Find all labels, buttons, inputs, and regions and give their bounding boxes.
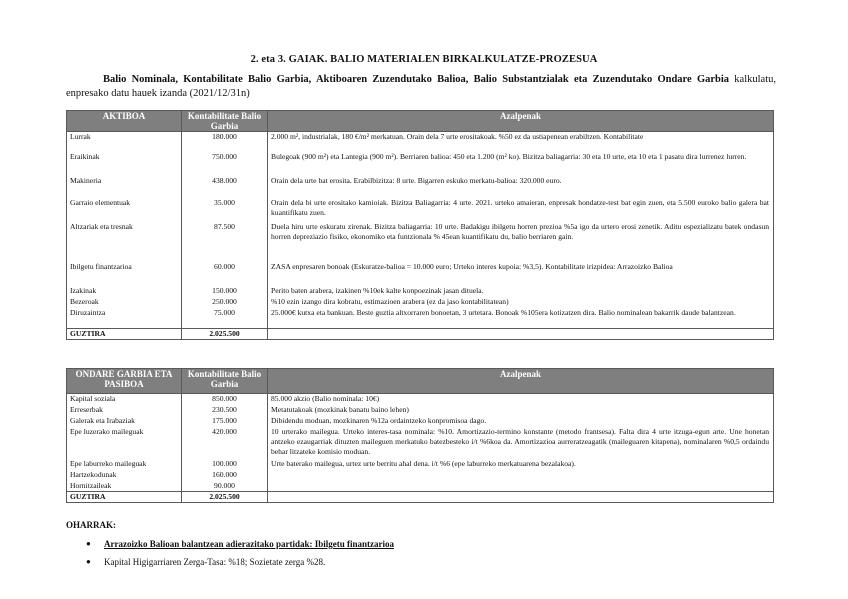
table-row [67,262,774,286]
bullet-icon: ● [86,539,91,548]
liabilities-table [66,368,774,503]
row-value: 850.000 [182,394,268,405]
assets-table [66,110,774,340]
row-value: 90.000 [182,481,268,492]
row-desc: Orain dela urte bat erosita. Erabilbizitza: 8 urte. Bigarren eskuko merkatu-balioa: 320.000 euro. [268,176,774,198]
row-desc: %10 ezin izango dira kobratu, estimazioen arabera (ez da jaso kontabilitatean) [268,297,774,308]
table-row [67,297,774,308]
row-name: Altzariak eta tresnak [67,222,182,262]
row-name: Garraio elementuak [67,198,182,222]
total-label: GUZTIRA [67,492,182,503]
assets-header-value: Kontabilitate Balio Garbia [182,111,268,132]
row-value: 438.000 [182,176,268,198]
row-name: Erreserbak [67,405,182,416]
table-row [67,152,774,176]
assets-header-aktiboa: AKTIBOA [67,111,182,132]
row-name: Kapital soziala [67,394,182,405]
row-name: Epe laburreko maileguak [67,459,182,470]
row-desc: Orain dela bi urte erositako kamioiak. Bizitza Baliagarria: 4 urte. 2021. urteko amaieran, enpresak hondatze-test bat egin zuen, eta 5.500 euroko balio galera bat kuantifikatu zuen. [268,198,774,222]
row-value: 100.000 [182,459,268,470]
table-row [67,308,774,329]
total-value: 2.025.500 [182,329,268,340]
table-row [67,132,774,152]
liabilities-header-value: Kontabilitate Balio Garbia [182,369,268,394]
row-desc: Perito baten arabera, izakinen %10ek kalte konpoezinak jasan dituela. [268,286,774,297]
table-row [67,405,774,416]
total-value: 2.025.500 [182,492,268,503]
row-desc: 10 urterako mailegua. Urteko interes-tasa nominala: %10. Amortizazio-termino konstante (metodo frantsesa). Falta dira 4 urte itzuga-egun arte. Une honetan antzeko ezaugarriak dituzten maileguen merkatuko batezbesteko i/t %6koa da. Amortizazioa aurreratzeagatik (maileguaren kitapena), nominalaren %0,5 ordaindu behar litzateke komisio moduan. [268,427,774,459]
row-desc: Duela hiru urte eskuratu zirenak. Bizitza baliagarria: 10 urte. Badakigu ibilgetu horren prezioa %5a igo da urtero erosi zenetik. Aditu espezializatu batek ondasun horren depreziazio fisiko, ekonomiko eta funtzionala % 45ean kuantifikatu du, balio berriaren gain. [268,222,774,262]
table-row [67,459,774,470]
row-desc: 25.000€ kutxa eta bankuan. Beste guztia altxorraren bonoetan, 3 urtetara. Bonoak %105era kotizatzen dira. Balio nominalean bakarrik daude balantzean. [268,308,774,329]
total-row [67,329,774,340]
total-label: GUZTIRA [67,329,182,340]
row-desc [268,481,774,492]
row-desc: Bulegoak (900 m²) eta Lantegia (900 m²). Berriaren balioa: 450 eta 1.200 (m² ko). Bizitza baliagarria: 30 eta 10 urte, eta 10 eta 1 pasatu dira lurrenez lurren. [268,152,774,176]
notes-title: OHARRAK: [66,520,116,530]
table-row [67,470,774,481]
page-title: 2. eta 3. GAIAK. BALIO MATERIALEN BIRKALKULATZE-PROZESUA [250,54,598,65]
row-desc: ZASA enpresaren bonoak (Eskuratze-balioa = 10.000 euro; Urteko interes kupoia: %3,5). Kontabilitate irizpidea: Arrazoizko Balioa [268,262,774,286]
row-name: Izakinak [67,286,182,297]
row-value: 420.000 [182,427,268,459]
note-text: Kapital Higigarriaren Zerga-Tasa: %18; Sozietate zerga %28. [104,557,326,567]
row-name: Ibilgetu finantzarioa [67,262,182,286]
row-name: Galerak eta Irabaziak [67,416,182,427]
table-row [67,176,774,198]
row-value: 160.000 [182,470,268,481]
table-row [67,427,774,459]
row-desc: Dibidendu moduan, mozkinaren %12a ordaintzeko konpromisoa dago. [268,416,774,427]
row-name: Diruzaintza [67,308,182,329]
table-row [67,416,774,427]
row-value: 60.000 [182,262,268,286]
row-name: Eraikinak [67,152,182,176]
row-desc [268,470,774,481]
total-empty [268,329,774,340]
row-value: 180.000 [182,132,268,152]
total-empty [268,492,774,503]
row-value: 230.500 [182,405,268,416]
row-name: Makineria [67,176,182,198]
row-name: Bezeroak [67,297,182,308]
assets-header-desc: Azalpenak [268,111,774,132]
row-name: Lurrak [67,132,182,152]
row-name: Hartzekodunak [67,470,182,481]
row-value: 87.500 [182,222,268,262]
row-value: 250.000 [182,297,268,308]
intro-paragraph [66,73,776,101]
row-desc: 85.000 akzio (Balio nominala: 10€) [268,394,774,405]
table-row [67,481,774,492]
row-value: 750.000 [182,152,268,176]
table-row [67,286,774,297]
row-value: 150.000 [182,286,268,297]
table-row [67,222,774,262]
intro-bold: Balio Nominala, Kontabilitate Balio Garbia, Aktiboaren Zuzendutako Balioa, Balio Substantzialak eta Zuzendutako Ondare Garbia [103,74,730,85]
liabilities-header-desc: Azalpenak [268,369,774,394]
row-name: Hornitzaileak [67,481,182,492]
bullet-icon: ● [86,557,91,566]
table-row [67,394,774,405]
note-text: Arrazoizko Balioan balantzean adierazitako partidak: Ibilgetu finantzarioa [104,539,394,549]
intro-rest: kalkulatu, enpresako datu hauek izanda (2021/12/31n) [66,74,776,99]
row-desc: 2.000 m², industrialak, 180 €/m² merkatuan. Orain dela 7 urte erositakoak. %50 ez da ustiapenean erabiltzen. Kontabilitate [268,132,774,152]
row-desc: Metatutakoak (mozkinak banatu baino lehen) [268,405,774,416]
table-row [67,198,774,222]
row-value: 35.000 [182,198,268,222]
row-value: 175.000 [182,416,268,427]
total-row [67,492,774,503]
row-desc: Urte baterako mailegua, urtez urte berritu ahal dena. i/t %6 (epe laburreko merkatuarena bezalakoa). [268,459,774,470]
row-name: Epe luzerako maileguak [67,427,182,459]
liabilities-header-ondare: ONDARE GARBIA ETA PASIBOA [67,369,182,394]
row-value: 75.000 [182,308,268,329]
